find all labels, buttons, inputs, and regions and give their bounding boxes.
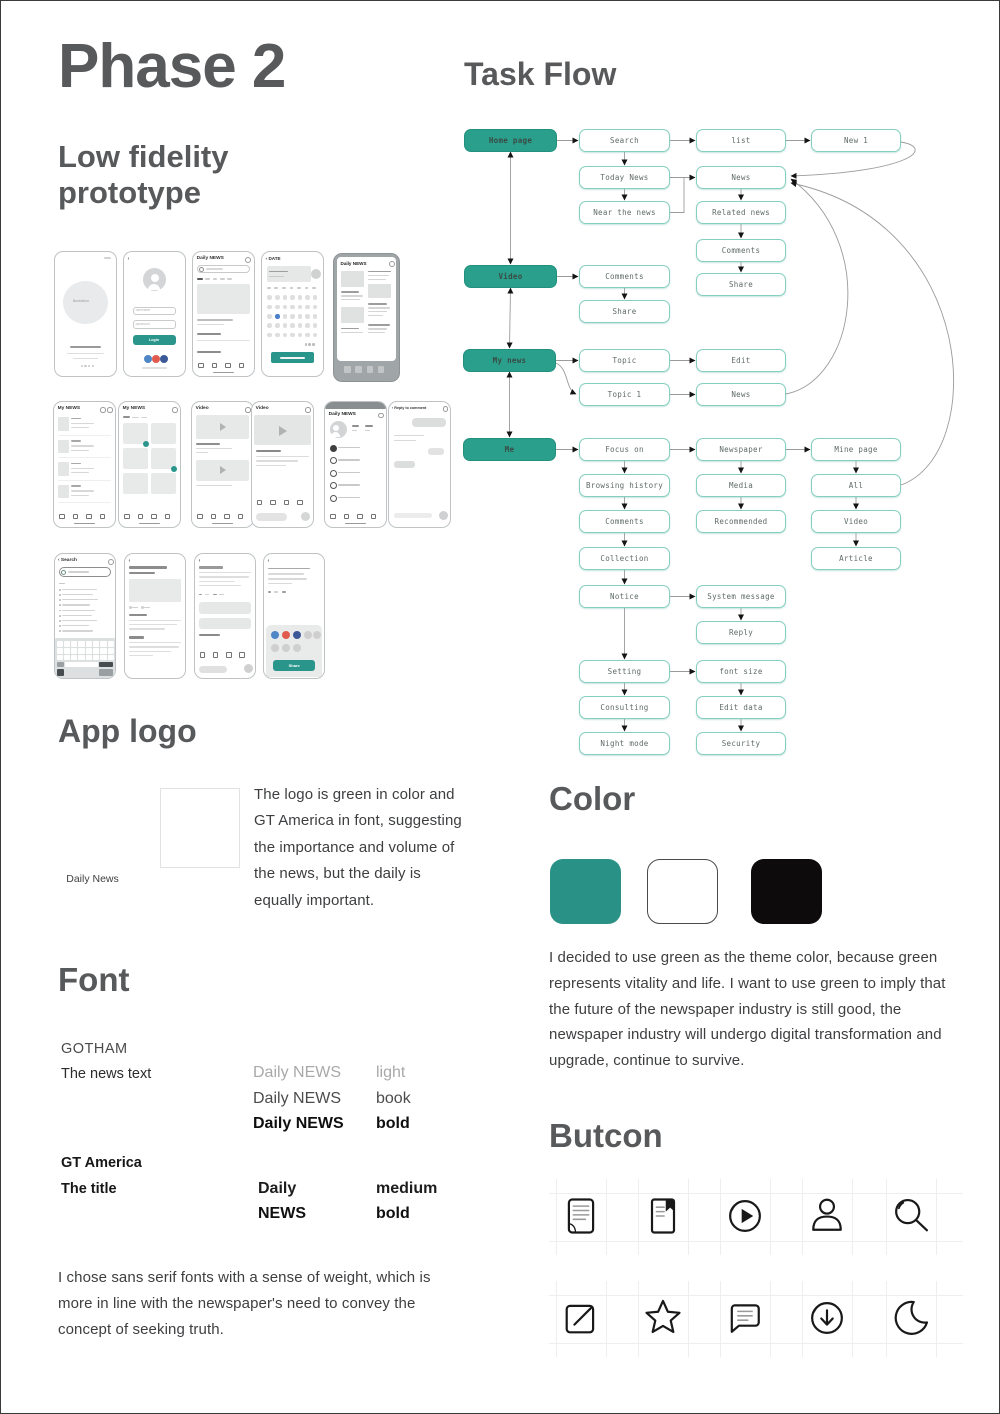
play-icon bbox=[723, 1194, 767, 1238]
wireframe-splash: Illustration bbox=[54, 251, 117, 377]
flow-node-browsing-history: Browsing history bbox=[579, 474, 670, 497]
wireframe-news-list: My NEWS bbox=[53, 401, 116, 528]
wireframe-home-dark: Daily NEWS bbox=[333, 253, 400, 382]
flow-node-focus-on: Focus on bbox=[579, 438, 670, 461]
flow-node-media: Media bbox=[696, 474, 786, 497]
logo-rule bbox=[172, 817, 227, 818]
flow-node-my-news: My news bbox=[463, 349, 556, 372]
app-logo-icon bbox=[58, 792, 127, 861]
flow-node-me: Me bbox=[463, 438, 556, 461]
flow-node-collection: Collection bbox=[579, 547, 670, 570]
flow-node-comments-n: Comments bbox=[696, 239, 786, 262]
gt-america-sub: The title bbox=[61, 1181, 117, 1197]
flow-node-home-page: Home page bbox=[464, 129, 557, 152]
flow-node-newspaper: Newspaper bbox=[696, 438, 786, 461]
logo-rule bbox=[66, 816, 120, 817]
gt-america-label: GT America bbox=[61, 1155, 142, 1171]
logo-caption: Daily News bbox=[66, 873, 119, 885]
flow-node-topic: Topic bbox=[579, 349, 670, 372]
font-sample-book: Daily NEWS bbox=[253, 1090, 342, 1107]
flow-node-reply: Reply bbox=[696, 621, 786, 644]
wireframe-search: ‹ Search bbox=[54, 553, 116, 679]
flow-node-today-news: Today News bbox=[579, 166, 670, 189]
app-logo-heading: App logo bbox=[58, 713, 197, 749]
page-subtitle bbox=[58, 139, 229, 211]
logo-news-text: NEWS bbox=[172, 819, 225, 838]
flow-node-notice: Notice bbox=[579, 585, 670, 608]
gt-sample-news: NEWS bbox=[258, 1205, 306, 1222]
color-swatch-white bbox=[647, 859, 718, 924]
news-icon bbox=[559, 1194, 603, 1238]
flow-node-near-the-news: Near the news bbox=[579, 201, 670, 224]
wireframe-share: ‹ Share bbox=[263, 553, 325, 679]
flow-node-consulting: Consulting bbox=[579, 696, 670, 719]
flow-node-search: Search bbox=[579, 129, 670, 152]
butcon-heading: Butcon bbox=[549, 1117, 663, 1154]
gt-weight-medium: medium bbox=[376, 1180, 438, 1197]
flow-node-video: Video bbox=[464, 265, 557, 288]
logo-rule bbox=[66, 842, 120, 843]
download-icon bbox=[805, 1296, 849, 1340]
font-sample-bold: Daily NEWS bbox=[253, 1115, 344, 1132]
wireframe-video-list: Video bbox=[191, 401, 254, 528]
logo-news-text: NEWS bbox=[66, 819, 119, 838]
flow-node-system-message: System message bbox=[696, 585, 786, 608]
bookmark-icon bbox=[641, 1194, 685, 1238]
logo-rule bbox=[172, 843, 227, 844]
flow-node-setting: Setting bbox=[579, 660, 670, 683]
subtitle-line2: prototype bbox=[58, 175, 201, 210]
task-flow-diagram bbox=[463, 126, 993, 776]
flow-node-edit-data: Edit data bbox=[696, 696, 786, 719]
page-title: Phase 2 bbox=[58, 32, 286, 101]
flow-node-share-v: Share bbox=[579, 300, 670, 323]
flow-node-mine-page: Mine page bbox=[811, 438, 901, 461]
flow-node-font-size: font size bbox=[696, 660, 786, 683]
flow-node-related-news: Related news bbox=[696, 201, 786, 224]
gt-sample-daily: Daily bbox=[258, 1180, 297, 1197]
font-paragraph: I chose sans serif fonts with a sense of weight, which is more in line with the newspaper's need to convey the concept of seeking truth. bbox=[58, 1269, 431, 1338]
app-logo-icon-alt bbox=[164, 792, 234, 862]
flow-node-night-mode: Night mode bbox=[579, 732, 670, 755]
font-weight-light: light bbox=[376, 1064, 406, 1081]
font-sample-light: Daily NEWS bbox=[253, 1064, 342, 1081]
subtitle-line1: Low fidelity bbox=[58, 139, 229, 174]
wireframe-video-detail: Video bbox=[251, 401, 314, 528]
wireframe-news-grid: My NEWS bbox=[118, 401, 181, 528]
logo-daily-text: Daily bbox=[67, 804, 88, 814]
star-icon bbox=[641, 1296, 685, 1340]
flow-node-news: News bbox=[696, 166, 786, 189]
color-heading: Color bbox=[549, 780, 636, 817]
logo-description: The logo is green in color and GT America in font, suggesting the importance and volume of the news, but the daily is equally important. bbox=[254, 786, 462, 909]
flow-node-security: Security bbox=[696, 732, 786, 755]
wireframe-profile: Daily NEWS bbox=[324, 401, 387, 528]
color-swatch-green bbox=[550, 859, 621, 924]
logo-rule bbox=[172, 801, 227, 802]
search-icon bbox=[889, 1194, 933, 1238]
font-heading: Font bbox=[58, 961, 130, 998]
wireframe-reply: ‹ Reply to comment bbox=[388, 401, 451, 528]
font-weight-bold: bold bbox=[376, 1115, 410, 1132]
flow-node-article: Article bbox=[811, 547, 901, 570]
logo-daily-text: Daily bbox=[173, 804, 194, 814]
wireframe-login: ‹ username password Login bbox=[123, 251, 186, 377]
share-icon bbox=[559, 1296, 603, 1340]
flow-node-comments-me: Comments bbox=[579, 510, 670, 533]
wireframe-calendar: ‹ DATE bbox=[261, 251, 324, 377]
flow-node-comments-v: Comments bbox=[579, 265, 670, 288]
wireframe-comments: ‹ bbox=[194, 553, 256, 679]
gotham-sub: The news text bbox=[61, 1066, 152, 1082]
task-flow-heading: Task Flow bbox=[464, 56, 617, 92]
flow-node-news-2: News bbox=[696, 383, 786, 406]
flow-node-list: list bbox=[696, 129, 786, 152]
night-mode-icon bbox=[889, 1296, 933, 1340]
gt-weight-bold: bold bbox=[376, 1205, 410, 1222]
flow-node-recommended: Recommended bbox=[696, 510, 786, 533]
color-swatch-black bbox=[751, 859, 822, 924]
gotham-label: GOTHAM bbox=[61, 1041, 128, 1057]
comment-icon bbox=[723, 1296, 767, 1340]
flow-node-share-n: Share bbox=[696, 273, 786, 296]
wireframe-home: Daily NEWS bbox=[192, 251, 255, 377]
flow-node-all: All bbox=[811, 474, 901, 497]
color-paragraph: I decided to use green as the theme color, because green represents vitality and life. I want to use green to imply that the future of the newspaper industry is still good, the newspaper industry will undergo digital transformation and upgrade, continue to survive. bbox=[549, 949, 946, 1070]
font-weight-book: book bbox=[376, 1090, 411, 1107]
flow-node-topic-1: Topic 1 bbox=[579, 383, 670, 406]
flow-node-new-1: New 1 bbox=[811, 129, 901, 152]
wireframe-article: ‹ bbox=[124, 553, 186, 679]
profile-icon bbox=[805, 1194, 849, 1238]
flow-node-edit: Edit bbox=[696, 349, 786, 372]
flow-node-video-2: Video bbox=[811, 510, 901, 533]
